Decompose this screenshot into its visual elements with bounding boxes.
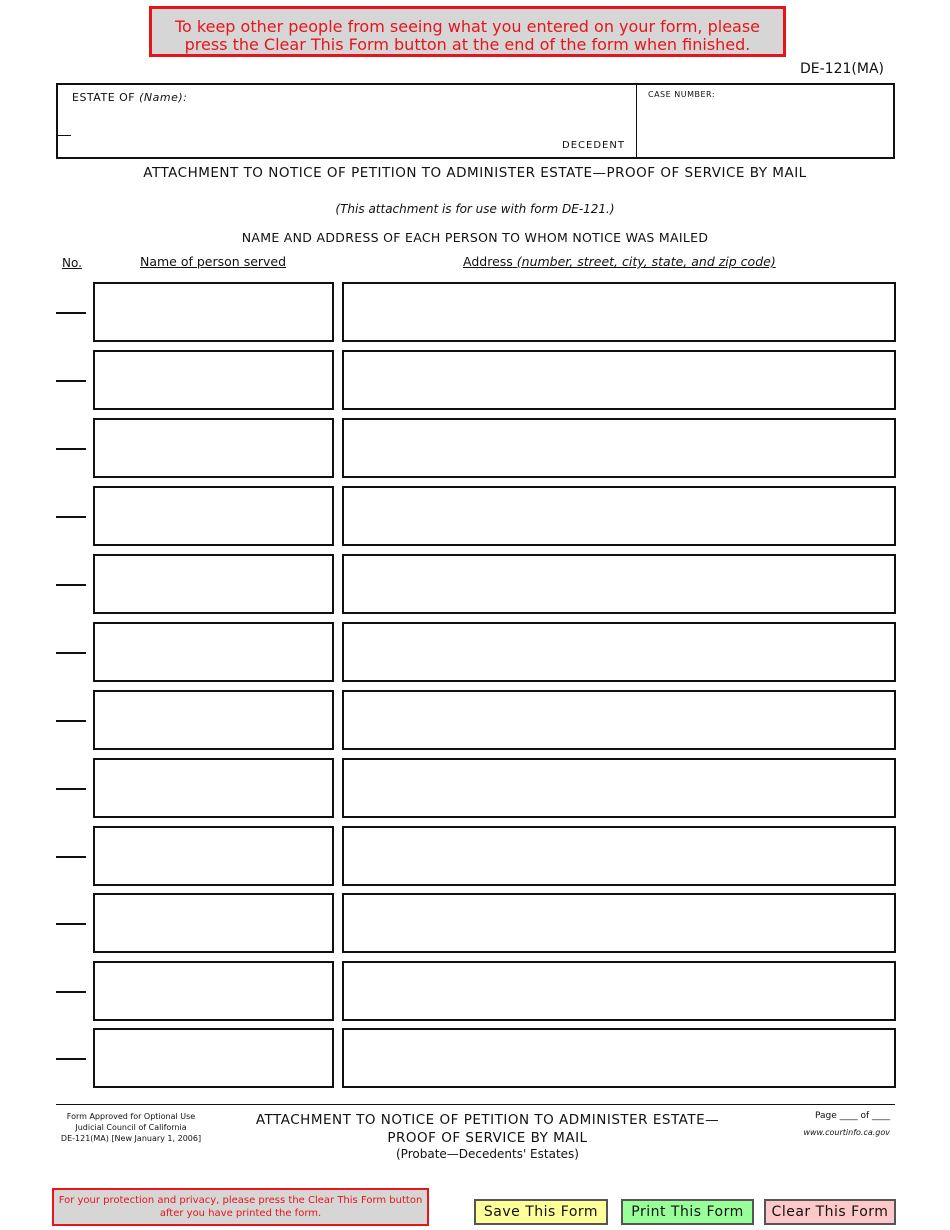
estate-of-text: ESTATE OF (72, 91, 136, 104)
page-title: ATTACHMENT TO NOTICE OF PETITION TO ADMINISTER ESTATE—PROOF OF SERVICE BY MAIL (143, 165, 807, 181)
footer-rule (56, 1104, 895, 1105)
row-number-field[interactable] (56, 380, 86, 382)
clear-form-button[interactable]: Clear This Form (764, 1199, 896, 1225)
privacy-notice-top: To keep other people from seeing what you entered on your form, please press the Clear This Form button at the end of the form when finished. (149, 6, 786, 57)
footer-title-line: PROOF OF SERVICE BY MAIL (387, 1130, 588, 1146)
row-number-field[interactable] (56, 312, 86, 314)
person-address-field[interactable] (342, 486, 896, 546)
row-number-field[interactable] (56, 1058, 86, 1060)
person-address-field[interactable] (342, 282, 896, 342)
address-header-hint: (number, street, city, state, and zip code) (516, 254, 776, 269)
person-name-field[interactable] (93, 826, 334, 886)
footer-approval (56, 1111, 206, 1144)
person-name-field[interactable] (93, 1028, 334, 1088)
person-name-field[interactable] (93, 282, 334, 342)
person-address-field[interactable] (342, 350, 896, 410)
person-address-field[interactable] (342, 826, 896, 886)
row-number-field[interactable] (56, 720, 86, 722)
footer-subtitle: (Probate—Decedents' Estates) (396, 1147, 579, 1161)
person-name-field[interactable] (93, 690, 334, 750)
person-name-field[interactable] (93, 893, 334, 953)
column-header-no: No. (62, 256, 82, 270)
table-row (56, 826, 896, 886)
row-number-field[interactable] (56, 856, 86, 858)
estate-name-field[interactable] (57, 135, 71, 136)
row-number-field[interactable] (56, 448, 86, 450)
column-header-address (463, 254, 776, 269)
person-name-field[interactable] (93, 486, 334, 546)
footer-title (225, 1111, 750, 1147)
person-name-field[interactable] (93, 554, 334, 614)
table-row (56, 622, 896, 682)
footer-title-line: ATTACHMENT TO NOTICE OF PETITION TO ADMINISTER ESTATE— (255, 1112, 720, 1128)
column-header-name: Name of person served (140, 254, 287, 269)
approval-line: DE-121(MA) [New January 1, 2006] (60, 1134, 202, 1143)
page-count: Page ____ of ____ (814, 1111, 890, 1121)
table-row (56, 690, 896, 750)
table-row (56, 486, 896, 546)
person-name-field[interactable] (93, 418, 334, 478)
table-row (56, 418, 896, 478)
caption-divider (636, 85, 637, 157)
row-number-field[interactable] (56, 923, 86, 925)
decedent-label: DECEDENT (562, 140, 625, 151)
case-number-label: CASE NUMBER: (648, 90, 716, 99)
person-address-field[interactable] (342, 622, 896, 682)
table-row (56, 893, 896, 953)
table-row (56, 1028, 896, 1088)
person-address-field[interactable] (342, 418, 896, 478)
footer-url: www.courtinfo.ca.gov (803, 1128, 890, 1137)
print-form-button[interactable]: Print This Form (621, 1199, 754, 1225)
form-number: DE-121(MA) (800, 61, 884, 77)
person-address-field[interactable] (342, 690, 896, 750)
table-row (56, 961, 896, 1021)
row-number-field[interactable] (56, 652, 86, 654)
person-address-field[interactable] (342, 961, 896, 1021)
table-row (56, 350, 896, 410)
table-row (56, 282, 896, 342)
row-number-field[interactable] (56, 584, 86, 586)
table-row (56, 758, 896, 818)
person-address-field[interactable] (342, 1028, 896, 1088)
approval-line: Judicial Council of California (75, 1123, 187, 1132)
person-name-field[interactable] (93, 622, 334, 682)
caption-box (56, 83, 895, 159)
person-name-field[interactable] (93, 758, 334, 818)
save-form-button[interactable]: Save This Form (474, 1199, 608, 1225)
page-subtitle: (This attachment is for use with form DE-121.) (335, 202, 615, 216)
row-number-field[interactable] (56, 991, 86, 993)
table-row (56, 554, 896, 614)
estate-of-label (72, 91, 187, 104)
row-number-field[interactable] (56, 516, 86, 518)
person-address-field[interactable] (342, 758, 896, 818)
section-heading: NAME AND ADDRESS OF EACH PERSON TO WHOM NOTICE WAS MAILED (241, 230, 709, 245)
person-address-field[interactable] (342, 893, 896, 953)
estate-name-hint: (Name): (139, 91, 188, 104)
person-name-field[interactable] (93, 961, 334, 1021)
approval-line: Form Approved for Optional Use (66, 1112, 196, 1121)
person-name-field[interactable] (93, 350, 334, 410)
person-address-field[interactable] (342, 554, 896, 614)
row-number-field[interactable] (56, 788, 86, 790)
privacy-notice-bottom: For your protection and privacy, please press the Clear This Form button after you have printed the form. (52, 1188, 429, 1226)
address-header-text: Address (463, 254, 513, 269)
